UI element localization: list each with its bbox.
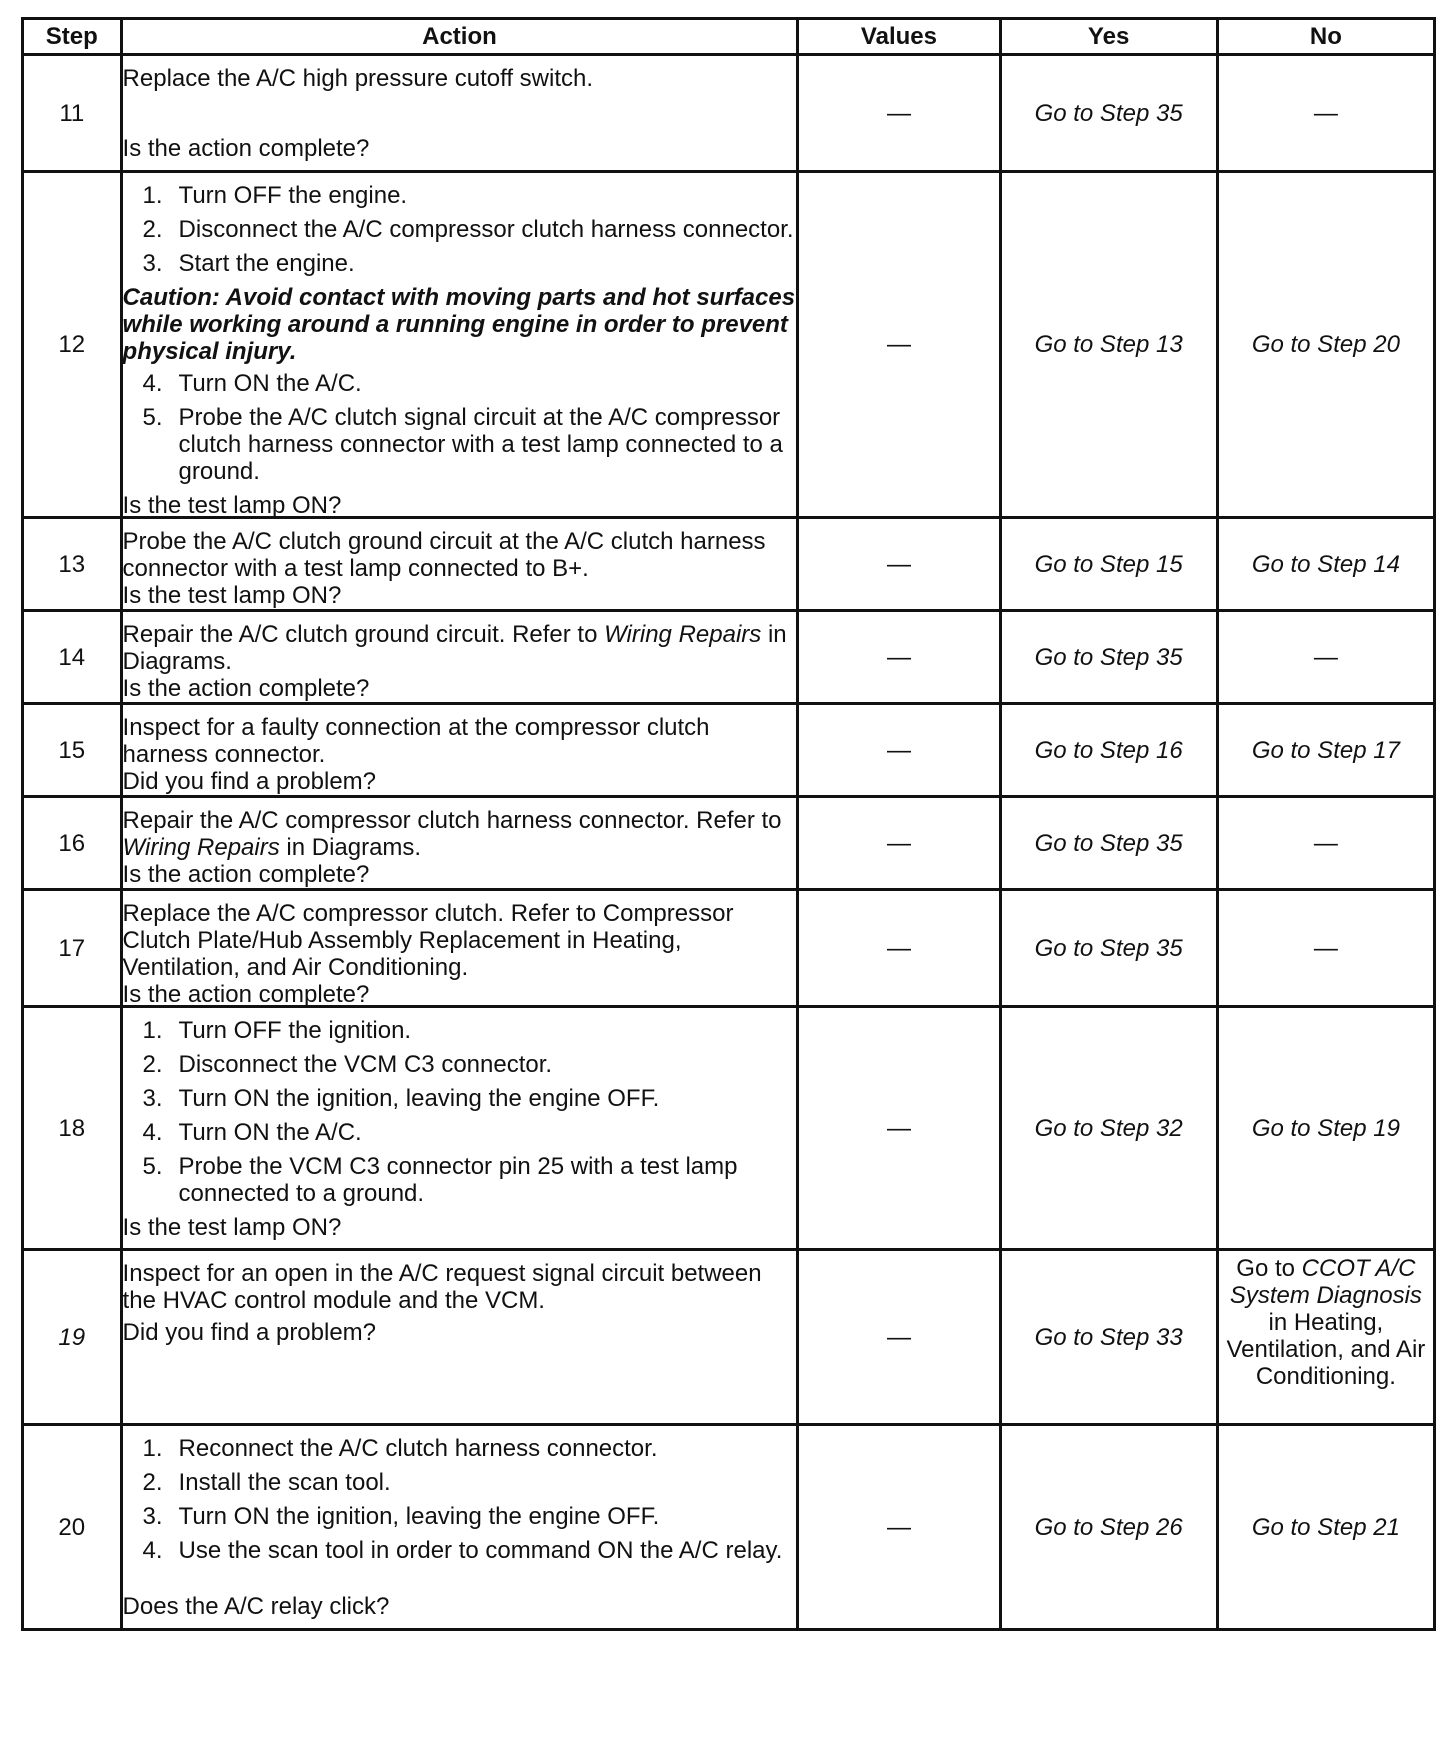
list-item: 2. Install the scan tool. <box>142 1468 391 1496</box>
yes-cell: Go to Step 35 <box>1000 890 1217 1007</box>
values-cell: — <box>798 890 1000 1007</box>
step-number: 15 <box>23 704 122 797</box>
action-question: Is the action complete? <box>122 674 370 702</box>
no-cell: — <box>1217 611 1434 704</box>
step-number: 14 <box>23 611 122 704</box>
list-item: 3. Start the engine. <box>142 249 355 277</box>
no-cell: Go to Step 17 <box>1217 704 1434 797</box>
yes-cell: Go to Step 35 <box>1000 797 1217 890</box>
wiring-repairs-ref: Wiring Repairs <box>604 620 762 648</box>
action-question: Is the action complete? <box>122 134 370 162</box>
step-number: 13 <box>23 518 122 611</box>
action-text: Replace the A/C high pressure cutoff switch. <box>122 64 594 92</box>
list-item: 3. Turn ON the ignition, leaving the engine OFF. <box>142 1502 660 1530</box>
header-no: No <box>1217 19 1434 55</box>
diagnostic-table <box>21 17 1436 1631</box>
step-number: 18 <box>23 1007 122 1250</box>
action-question: Is the test lamp ON? <box>122 1213 342 1241</box>
ccot-diagnosis-ref: CCOT A/C System Diagnosis <box>1229 1255 1422 1309</box>
table-row <box>23 611 1435 704</box>
yes-cell: Go to Step 33 <box>1000 1250 1217 1425</box>
no-cell: Go to Step 19 <box>1217 1007 1434 1250</box>
action-question: Is the test lamp ON? <box>122 491 342 519</box>
list-item: 1. Reconnect the A/C clutch harness connector. <box>142 1434 658 1462</box>
list-item: 4. Use the scan tool in order to command ON the A/C relay. <box>142 1536 783 1564</box>
step-number: 16 <box>23 797 122 890</box>
table-row <box>23 1425 1435 1630</box>
list-item: 2. Disconnect the VCM C3 connector. <box>142 1050 553 1078</box>
values-cell: — <box>798 704 1000 797</box>
yes-cell: Go to Step 15 <box>1000 518 1217 611</box>
action-steps <box>123 1435 797 1564</box>
action-question: Did you find a problem? <box>122 767 377 795</box>
list-item: 4. Turn ON the A/C. <box>142 1118 362 1146</box>
values-cell: — <box>798 797 1000 890</box>
action-question: Is the action complete? <box>122 860 370 888</box>
no-cell: Go to Step 14 <box>1217 518 1434 611</box>
action-steps <box>123 1017 797 1207</box>
header-yes: Yes <box>1000 19 1217 55</box>
action-cell <box>121 1425 798 1630</box>
list-item: 1. Turn OFF the engine. <box>142 181 408 209</box>
yes-cell: Go to Step 16 <box>1000 704 1217 797</box>
no-cell: Go to Step 21 <box>1217 1425 1434 1630</box>
step-number: 12 <box>23 172 122 518</box>
header-step: Step <box>23 19 122 55</box>
action-cell <box>121 797 798 890</box>
table-row <box>23 55 1435 172</box>
wiring-repairs-ref: Wiring Repairs <box>122 833 280 861</box>
yes-cell: Go to Step 35 <box>1000 611 1217 704</box>
header-values: Values <box>798 19 1000 55</box>
table-row <box>23 890 1435 1007</box>
caution-text: Caution: Avoid contact with moving parts and hot surfaces while working around a running engine in order to prevent physical injury. <box>122 283 796 365</box>
yes-cell: Go to Step 32 <box>1000 1007 1217 1250</box>
action-cell <box>121 172 798 518</box>
header-row <box>23 19 1435 55</box>
step-number: 11 <box>23 55 122 172</box>
action-cell <box>121 704 798 797</box>
table-row <box>23 518 1435 611</box>
yes-cell: Go to Step 13 <box>1000 172 1217 518</box>
action-text: Inspect for a faulty connection at the compressor clutch harness connector. <box>122 713 710 768</box>
table-row <box>23 172 1435 518</box>
action-steps <box>123 370 797 485</box>
action-cell <box>121 611 798 704</box>
yes-cell: Go to Step 26 <box>1000 1425 1217 1630</box>
action-text: Replace the A/C compressor clutch. Refer to Compressor Clutch Plate/Hub Assembly Replacement in Heating, Ventilation, and Air Conditioning. <box>122 899 734 981</box>
values-cell: — <box>798 1250 1000 1425</box>
action-text: Probe the A/C clutch ground circuit at the A/C clutch harness connector with a test lamp connected to B+. <box>122 527 766 582</box>
action-cell <box>121 55 798 172</box>
table-row <box>23 704 1435 797</box>
action-cell <box>121 518 798 611</box>
no-cell: — <box>1217 890 1434 1007</box>
table-row <box>23 1007 1435 1250</box>
action-cell <box>121 1250 798 1425</box>
list-item: 3. Turn ON the ignition, leaving the engine OFF. <box>142 1084 660 1112</box>
action-text: Repair the A/C compressor clutch harness connector. Refer to Wiring Repairs in Diagrams. <box>122 806 782 861</box>
step-number: 19 <box>23 1250 122 1425</box>
values-cell: — <box>798 55 1000 172</box>
action-question: Does the A/C relay click? <box>122 1592 390 1620</box>
action-steps <box>123 182 797 277</box>
list-item: 4. Turn ON the A/C. <box>142 369 362 397</box>
header-action: Action <box>121 19 798 55</box>
action-question: Did you find a problem? <box>122 1318 377 1346</box>
values-cell: — <box>798 172 1000 518</box>
action-cell <box>121 1007 798 1250</box>
table-row <box>23 797 1435 890</box>
yes-cell: Go to Step 35 <box>1000 55 1217 172</box>
action-question: Is the action complete? <box>122 980 370 1008</box>
values-cell: — <box>798 611 1000 704</box>
no-cell: Go to CCOT A/C System Diagnosis in Heating, Ventilation, and Air Conditioning. <box>1217 1250 1434 1425</box>
action-question: Is the test lamp ON? <box>122 581 342 609</box>
no-cell: — <box>1217 797 1434 890</box>
values-cell: — <box>798 518 1000 611</box>
no-cell: Go to Step 20 <box>1217 172 1434 518</box>
list-item: 2. Disconnect the A/C compressor clutch harness connector. <box>142 215 794 243</box>
list-item: 5. Probe the VCM C3 connector pin 25 with a test lamp connected to a ground. <box>142 1152 738 1207</box>
table-row <box>23 1250 1435 1425</box>
values-cell: — <box>798 1007 1000 1250</box>
values-cell: — <box>798 1425 1000 1630</box>
list-item: 1. Turn OFF the ignition. <box>142 1016 412 1044</box>
action-text: Repair the A/C clutch ground circuit. Refer to Wiring Repairs in Diagrams. <box>122 620 787 675</box>
list-item: 5. Probe the A/C clutch signal circuit at the A/C compressor clutch harness connector with a test lamp connected to a ground. <box>142 403 783 485</box>
no-cell: — <box>1217 55 1434 172</box>
step-number: 17 <box>23 890 122 1007</box>
action-cell <box>121 890 798 1007</box>
step-number: 20 <box>23 1425 122 1630</box>
action-text: Inspect for an open in the A/C request signal circuit between the HVAC control module and the VCM. <box>122 1259 762 1314</box>
